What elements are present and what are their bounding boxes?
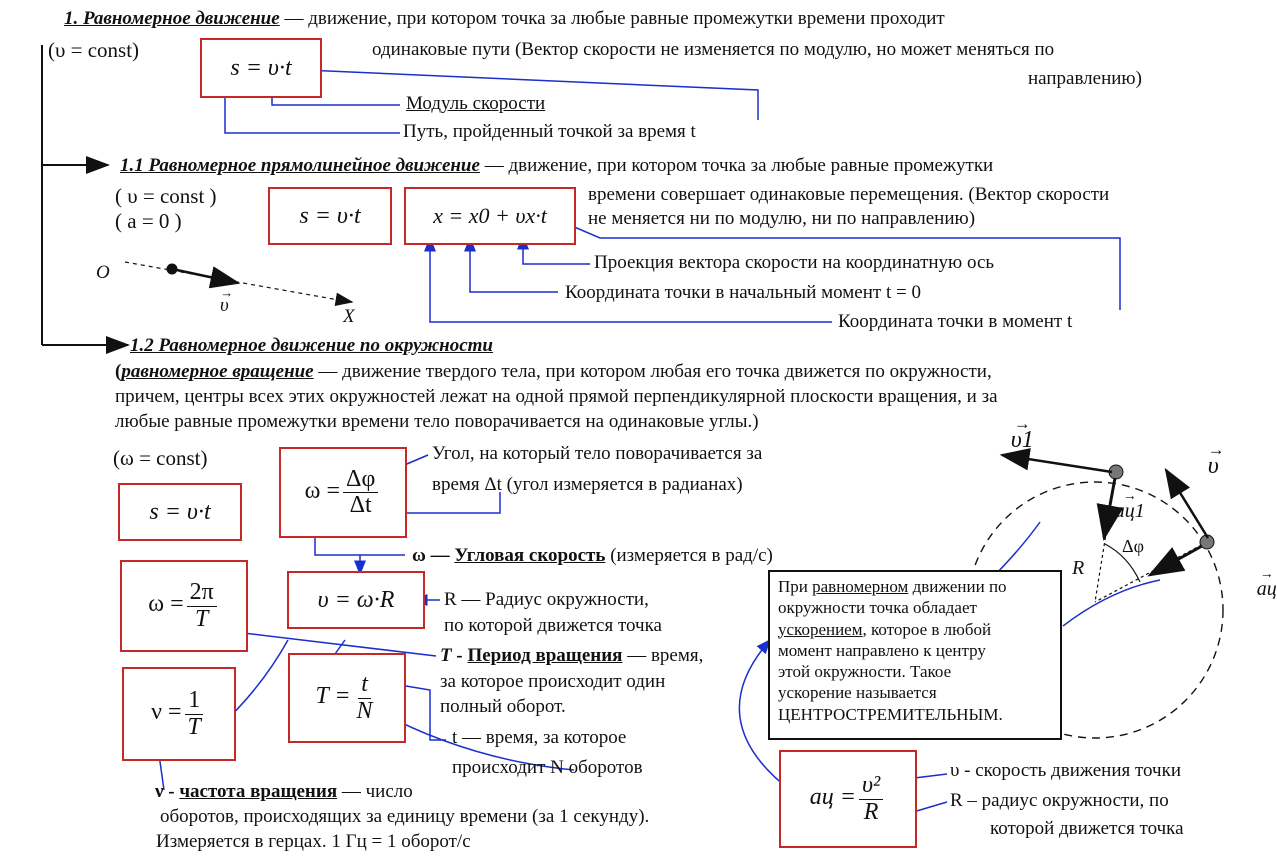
formula-ac-box: aц = $\frac{\text{υ²}}{R}$	[779, 750, 917, 848]
section12-def-line1: (равномерное вращение — движение твердого тела, при котором любая его точка движется по окружности,	[115, 361, 992, 382]
section1-def-line1: — движение, при котором точка за любые равные промежутки времени проходит	[279, 8, 945, 29]
arrow-x0	[470, 238, 558, 292]
section11-cond-v: ( υ = const )	[115, 184, 217, 208]
angle-line1: Угол, на который тело поворачивается за	[432, 443, 763, 464]
label-x-axis: X	[343, 306, 355, 327]
section11-def-line3: не меняется ни по модулю, ни по направлению)	[588, 208, 976, 229]
omega-den: Δt	[349, 492, 372, 518]
diag-label-ac1: → aц1	[1115, 499, 1145, 523]
formula-s-box	[118, 483, 242, 541]
formula-x-box	[404, 187, 576, 245]
period-name: Период вращения	[467, 645, 623, 666]
omega-definition: ω — Угловая скорость (измеряется в рад/с)	[412, 545, 773, 566]
section11-cond-a: ( a = 0 )	[115, 209, 182, 233]
formula-path-box	[200, 38, 322, 98]
section1-title: 1. Равномерное движение	[64, 8, 280, 29]
formula-omega-box	[279, 447, 407, 538]
period-line3: полный оборот.	[440, 696, 566, 717]
note-projection: Проекция вектора скорости на координатную ось	[594, 252, 995, 273]
section12-title: 1.2 Равномерное движение по окружности	[130, 335, 494, 356]
formula-omega2pi-box: ω = $\frac{2\pi}{T}$	[120, 560, 248, 652]
label-origin: O	[96, 262, 110, 283]
velocity-vector	[172, 269, 238, 283]
diag-label-v1: → υ1	[1011, 426, 1034, 455]
section11-title: 1.1 Равномерное прямолинейное движение	[120, 155, 480, 176]
angle-line2: время Δt (угол измеряется в радианах)	[432, 474, 743, 495]
section1-heading	[64, 8, 945, 31]
t-line1: t — время, за которое	[452, 727, 627, 748]
freq-name: частота вращения	[179, 781, 338, 802]
section11-def-line1: — движение, при котором точка за любые равные промежутки	[479, 155, 994, 176]
centripetal-note: При равномерном движении по окружности точка обладает ускорением, которое в любой момент направлено к центру этой окружности. Такое ускорение называется ЦЕНТРОСТРЕМИТЕЛЬНЫМ.	[768, 570, 1062, 740]
period-definition: T - Период вращения — время,	[440, 645, 704, 666]
freq-line3: Измеряется в герцах. 1 Гц = 1 оборот/с	[156, 831, 471, 852]
note-xt: Координата точки в момент t	[838, 311, 1073, 332]
formula-x: x = x0 + υx·t	[433, 203, 547, 228]
diag-label-R: R	[1072, 557, 1085, 579]
freq-line2: оборотов, происходящих за единицу времени (за 1 секунду).	[160, 806, 650, 827]
section12-def-line3: любые равные промежутки времени тело поворачивается на одинаковые углы.)	[115, 411, 759, 432]
formula-uniform: s = υ·t	[299, 202, 361, 229]
note-ac-v: υ - скорость движения точки	[950, 760, 1182, 781]
section12-def-line2: причем, центры всех этих окружностей лежат на одной прямой перпендикулярной плоскости вращения, и за	[115, 386, 998, 407]
formula-vr-box	[287, 571, 425, 629]
omega-name: Угловая скорость	[454, 545, 606, 566]
formula-s-circ: s = υ·t	[149, 498, 211, 525]
section1-def-line2: одинаковые пути (Вектор скорости не изменяется по модулю, но может меняться по	[372, 39, 1055, 60]
note-speed: Модуль скорости	[406, 93, 546, 114]
diag-label-v: → υ	[1208, 452, 1219, 481]
formula-path: s = υ·t	[230, 54, 292, 81]
freq-definition: ν - частота вращения — число	[155, 781, 413, 802]
diag-label-dphi: Δφ	[1122, 536, 1144, 556]
formula-uniform-box	[268, 187, 392, 245]
diag-label-ac: → aц	[1257, 577, 1277, 601]
section11-heading	[120, 155, 993, 178]
formula-nu-box: ν = $\frac{1}{T}$	[122, 667, 236, 761]
section1-condition: (υ = const)	[48, 38, 140, 62]
omega-num: Δφ	[343, 467, 378, 493]
t-line2: происходит N оборотов	[452, 757, 643, 778]
arrow-x	[430, 238, 832, 322]
section11-def-line2: времени совершает одинаковые перемещения. (Вектор скорости	[588, 184, 1110, 205]
section12-condition: (ω = const)	[113, 446, 208, 470]
r-line1: R — Радиус окружности,	[444, 589, 649, 610]
note-path: Путь, пройденный точкой за время t	[403, 121, 696, 142]
note-x0: Координата точки в начальный момент t = 0	[565, 282, 921, 303]
formula-T-box: T = $\frac{t}{N}$	[288, 653, 406, 743]
omega-lhs: ω =	[304, 478, 341, 505]
label-velocity: → υ	[220, 295, 229, 318]
note-ac-r1: R – радиус окружности, по	[950, 790, 1169, 811]
r-line2: по которой движется точка	[444, 615, 662, 636]
rotation-term: равномерное вращение	[121, 361, 314, 382]
period-line2: за которое происходит один	[440, 671, 666, 692]
note-ac-r2: которой движется точка	[990, 818, 1184, 839]
formula-vr: υ = ω·R	[317, 586, 395, 613]
section1-def-line3: направлению)	[1028, 68, 1142, 89]
